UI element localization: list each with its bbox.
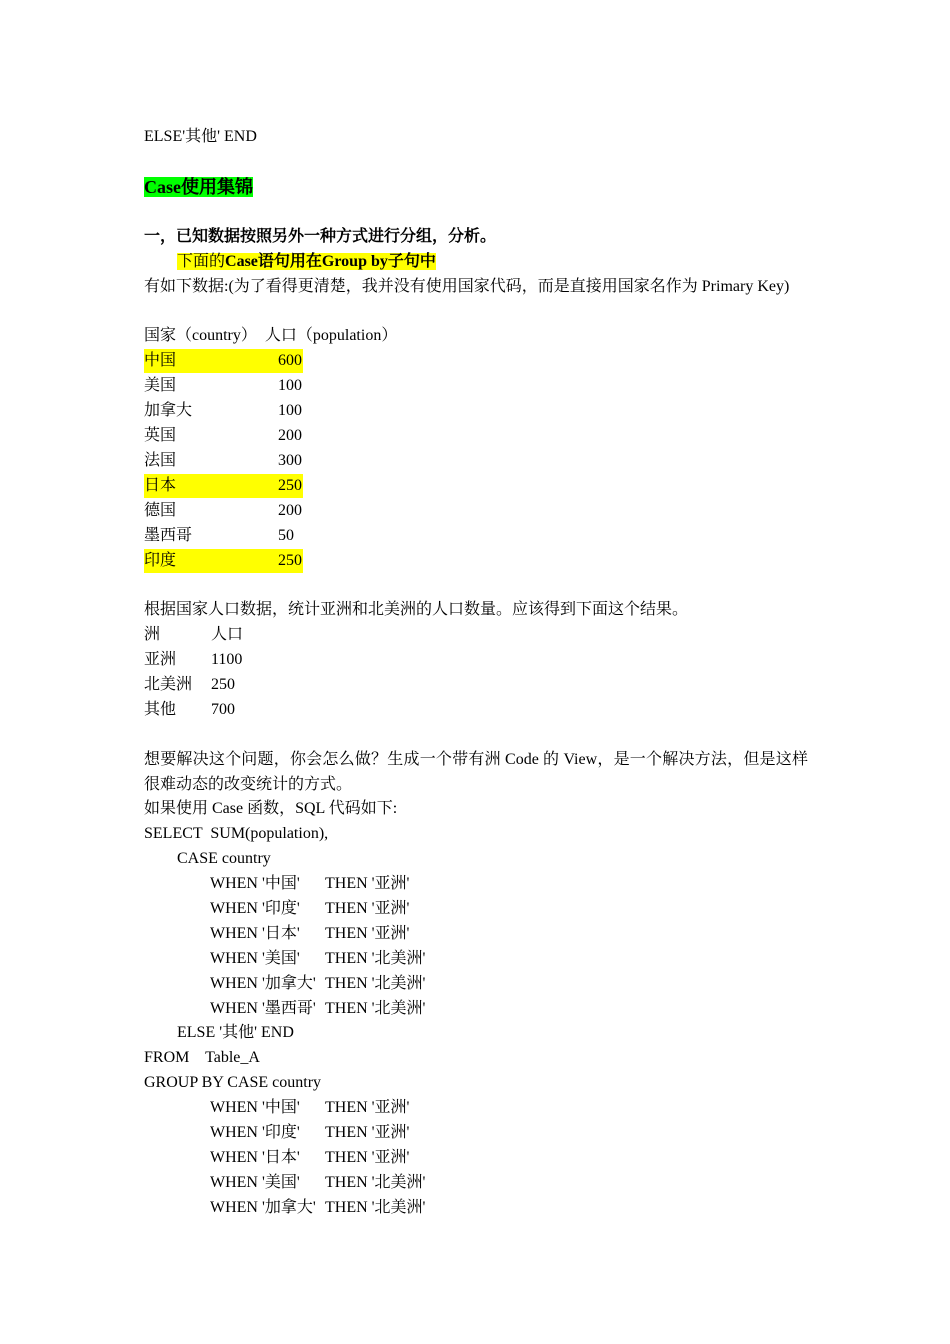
when-clause: WHEN '美国' bbox=[210, 1174, 300, 1191]
then-clause: THEN '北美洲' bbox=[325, 1199, 426, 1216]
code-from: FROM Table_A bbox=[144, 1049, 260, 1066]
code-select: SELECT SUM(population), bbox=[144, 825, 329, 842]
country-cell: 英国 bbox=[144, 427, 177, 444]
then-clause: THEN '北美洲' bbox=[325, 950, 426, 967]
when-clause: WHEN '加拿大' bbox=[210, 975, 316, 992]
code-when-line bbox=[210, 897, 450, 921]
group-by-note-highlight bbox=[177, 253, 436, 270]
population-cell: 250 bbox=[278, 552, 302, 569]
group-by-note bbox=[177, 250, 436, 274]
country-cell: 美国 bbox=[144, 377, 177, 394]
total-cell: 1100 bbox=[211, 651, 243, 668]
population-cell: 600 bbox=[278, 352, 302, 369]
code-when-line bbox=[210, 922, 450, 946]
country-cell: 墨西哥 bbox=[144, 527, 193, 544]
section-title bbox=[144, 175, 253, 199]
top-line: ELSE'其他' END bbox=[144, 128, 257, 145]
table-row bbox=[144, 399, 303, 423]
table-row bbox=[144, 449, 303, 473]
question-paragraph: 想要解决这个问题，你会怎么做？生成一个带有洲 Code 的 View，是一个解决方法，但是这样很难动态的改变统计的方式。 bbox=[144, 751, 808, 793]
then-clause: THEN '亚洲' bbox=[325, 1149, 410, 1166]
then-clause: THEN '亚洲' bbox=[325, 900, 410, 917]
table-row bbox=[144, 374, 303, 398]
table-row bbox=[144, 474, 303, 498]
table-header: 国家（country） 人口（population） bbox=[144, 327, 398, 344]
total-cell: 250 bbox=[211, 676, 235, 693]
when-clause: WHEN '加拿大' bbox=[210, 1199, 316, 1216]
code-case: CASE country bbox=[177, 850, 271, 867]
when-clause: WHEN '美国' bbox=[210, 950, 300, 967]
continent-cell: 其他 bbox=[144, 701, 177, 718]
then-clause: THEN '北美洲' bbox=[325, 975, 426, 992]
section-title-text: Case使用集锦 bbox=[144, 177, 253, 197]
table-row bbox=[144, 524, 303, 548]
population-cell: 200 bbox=[278, 427, 302, 444]
table-row bbox=[144, 349, 303, 373]
table-row bbox=[144, 549, 303, 573]
when-clause: WHEN '日本' bbox=[210, 1149, 300, 1166]
when-clause: WHEN '印度' bbox=[210, 900, 300, 917]
population-cell: 50 bbox=[278, 527, 294, 544]
population-cell: 200 bbox=[278, 502, 302, 519]
population-cell: 100 bbox=[278, 377, 302, 394]
total-cell: 700 bbox=[211, 701, 235, 718]
result-header-continent: 洲 bbox=[144, 626, 161, 643]
table-row bbox=[144, 424, 303, 448]
case-intro: 如果使用 Case 函数，SQL 代码如下: bbox=[144, 800, 398, 817]
code-when-line bbox=[210, 1121, 450, 1145]
note-prefix: 下面的 bbox=[177, 253, 226, 270]
code-when-line bbox=[210, 1196, 450, 1220]
when-clause: WHEN '印度' bbox=[210, 1124, 300, 1141]
note-group-by: Group by bbox=[321, 253, 388, 270]
then-clause: THEN '亚洲' bbox=[325, 1124, 410, 1141]
code-when-line bbox=[210, 1146, 450, 1170]
subsection-heading: 一，已知数据按照另外一种方式进行分组，分析。 bbox=[144, 228, 497, 245]
country-cell: 中国 bbox=[144, 352, 177, 369]
then-clause: THEN '亚洲' bbox=[325, 875, 410, 892]
note-case: Case bbox=[225, 253, 258, 270]
intro-paragraph: 有如下数据:(为了看得更清楚，我并没有使用国家代码，而是直接用国家名作为 Primary Key) bbox=[144, 278, 790, 295]
population-cell: 100 bbox=[278, 402, 302, 419]
continent-cell: 亚洲 bbox=[144, 651, 177, 668]
when-clause: WHEN '中国' bbox=[210, 1099, 300, 1116]
continent-cell: 北美洲 bbox=[144, 676, 193, 693]
table-row bbox=[144, 499, 303, 523]
when-clause: WHEN '日本' bbox=[210, 925, 300, 942]
population-cell: 250 bbox=[278, 477, 302, 494]
then-clause: THEN '北美洲' bbox=[325, 1174, 426, 1191]
when-clause: WHEN '中国' bbox=[210, 875, 300, 892]
then-clause: THEN '亚洲' bbox=[325, 925, 410, 942]
code-else: ELSE '其他' END bbox=[177, 1024, 294, 1041]
country-cell: 加拿大 bbox=[144, 402, 193, 419]
country-cell: 印度 bbox=[144, 552, 177, 569]
when-clause: WHEN '墨西哥' bbox=[210, 1000, 316, 1017]
then-clause: THEN '亚洲' bbox=[325, 1099, 410, 1116]
note-mid: 语句用在 bbox=[257, 253, 322, 270]
code-when-line bbox=[210, 1171, 450, 1195]
code-when-line bbox=[210, 972, 450, 996]
result-intro: 根据国家人口数据，统计亚洲和北美洲的人口数量。应该得到下面这个结果。 bbox=[144, 601, 689, 618]
country-cell: 法国 bbox=[144, 452, 177, 469]
code-group-by: GROUP BY CASE country bbox=[144, 1074, 322, 1091]
country-cell: 德国 bbox=[144, 502, 177, 519]
result-header-population: 人口 bbox=[211, 626, 244, 643]
country-cell: 日本 bbox=[144, 477, 177, 494]
population-cell: 300 bbox=[278, 452, 302, 469]
code-when-line bbox=[210, 997, 450, 1021]
note-suffix: 子句中 bbox=[387, 253, 436, 270]
code-when-line bbox=[210, 947, 450, 971]
code-when-line bbox=[210, 872, 450, 896]
code-when-line bbox=[210, 1096, 450, 1120]
then-clause: THEN '北美洲' bbox=[325, 1000, 426, 1017]
